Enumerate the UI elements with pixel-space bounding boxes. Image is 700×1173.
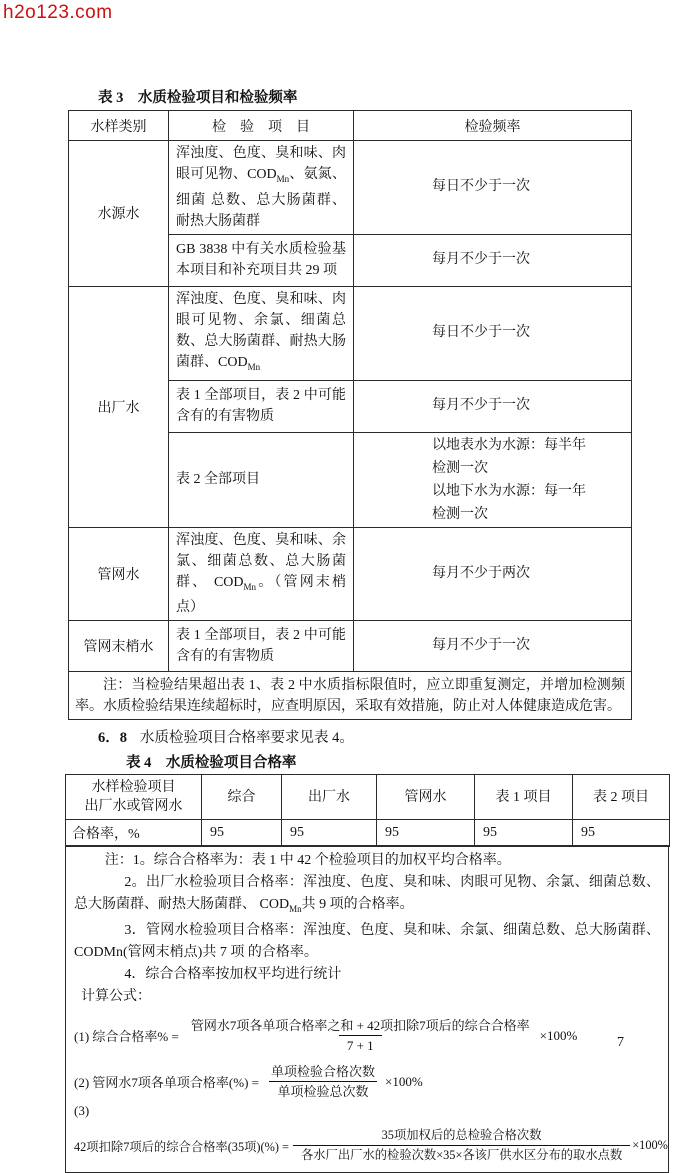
formula-3-fraction	[293, 1127, 630, 1164]
item-cell: 浑浊度、色度、臭和味、肉眼可见物、$COD_{Mn}$、氨氮、细菌 总数、总大肠菌群、耐热大肠菌群	[169, 141, 354, 235]
table4-caption: 表 4 水质检验项目合格率	[126, 755, 297, 772]
formula-3-denominator: 各水厂出厂水的检验次数×35×各该厂供水区分布的取水点数	[293, 1145, 630, 1164]
section-heading-6-8	[98, 726, 672, 747]
frequency-cell: 每月不少于一次	[354, 234, 632, 286]
table4-header-network: 管网水	[377, 775, 475, 820]
section-number: 6．8	[98, 730, 127, 747]
table3-note: 注：当检验结果超出表 1、表 2 中水质指标限值时，应立即重复测定，并增加检测频率。水质检验结果连续超标时，应查明原因，采取有效措施，防止对人体健康造成危害。	[69, 672, 632, 720]
category-source-water: 水源水	[69, 141, 169, 287]
table4-block	[65, 774, 669, 1173]
formula-1-lhs: (1) 综合合格率% =	[74, 1029, 179, 1045]
formula-3-number: (3)	[74, 1103, 90, 1119]
formula-3-numerator: 35项加权后的总检验合格次数	[381, 1128, 542, 1143]
frequency-cell: 每日不少于一次	[354, 141, 632, 235]
frequency-line: 检测一次	[432, 506, 488, 522]
category-pipe-end-water: 管网末梢水	[69, 621, 169, 672]
formula-2-numerator: 单项检验合格次数	[270, 1064, 375, 1080]
page-number: 7	[617, 1035, 624, 1050]
section-text: 水质检验项目合格率要求见表 4。	[140, 730, 354, 747]
pass-rate-label: 合格率，%	[66, 820, 202, 847]
table4-pass-rate	[65, 774, 670, 847]
table4-header-row	[66, 775, 670, 820]
frequency-line: 检测一次	[432, 460, 488, 476]
frequency-cell	[354, 432, 632, 527]
formula-2	[74, 1063, 660, 1100]
note-3: 3．管网水检验项目合格率：浑浊度、色度、臭和味、余氯、细菌总数、总大肠菌群、CODMn(管网末梢点)共 7 项 的合格率。	[74, 923, 660, 961]
table4-header-sample-line1: 水样检验项目	[91, 780, 176, 796]
item-cell: 表 1 全部项目，表 2 中可能含有的有害物质	[169, 621, 354, 672]
formula-1	[74, 1017, 660, 1054]
formula-1-fraction	[183, 1017, 538, 1054]
table4-header-overall: 综合	[202, 775, 282, 820]
table3-header-frequency: 检验频率	[354, 111, 632, 141]
table3-header-category: 水样类别	[69, 111, 169, 141]
table4-header-tab1: 表 1 项目	[475, 775, 573, 820]
table-row	[69, 141, 632, 235]
note-4: 4．综合合格率按加权平均进行统计	[124, 967, 342, 983]
category-pipe-network-water: 管网水	[69, 527, 169, 621]
table3-caption: 表 3 水质检验项目和检验频率	[98, 90, 298, 106]
item-cell: GB 3838 中有关水质检验基本项目和补充项目共 29 项	[169, 234, 354, 286]
formula-1-denominator: 7 + 1	[339, 1035, 382, 1054]
table4-header-sample	[66, 775, 202, 820]
table-row	[69, 527, 632, 621]
frequency-cell: 每月不少于两次	[354, 527, 632, 621]
pass-rate-value: 95	[282, 820, 377, 847]
formula-3-lhs: 42项扣除7项后的综合合格率(35项)(%) =	[74, 1139, 289, 1154]
table4-notes-box	[65, 847, 669, 1173]
category-finished-water: 出厂水	[69, 286, 169, 527]
frequency-cell: 每日不少于一次	[354, 286, 632, 380]
frequency-line: 以地表水为水源：每半年	[432, 437, 586, 453]
formula-2-fraction	[263, 1063, 383, 1100]
pass-rate-value: 95	[475, 820, 573, 847]
site-watermark-logo: h2o123.com	[3, 2, 113, 23]
formula-1-suffix: ×100%	[539, 1027, 578, 1043]
table4-header-tab2: 表 2 项目	[573, 775, 670, 820]
formula-2-lhs: (2) 管网水7项各单项合格率(%) =	[74, 1075, 259, 1091]
table3-inspection-items	[68, 110, 632, 720]
formula-3	[74, 1127, 668, 1164]
frequency-line: 以地下水为水源：每一年	[432, 483, 586, 499]
pass-rate-value: 95	[377, 820, 475, 847]
table3-note-row	[69, 672, 632, 720]
document-content	[68, 86, 672, 1173]
table4-data-row	[66, 820, 670, 847]
item-cell: 表 1 全部项目，表 2 中可能含有的有害物质	[169, 380, 354, 432]
formula-3-suffix: ×100%	[632, 1138, 668, 1153]
item-cell: 浑浊度、色度、臭和味、肉眼可见物、余氯、细菌总数、总大肠菌群、耐热大肠菌群、$COD_{Mn}$	[169, 286, 354, 380]
item-cell: 浑浊度、色度、臭和味、余氯、细菌总数、总大肠菌群、 $COD_{Mn}$。（管网末梢点）	[169, 527, 354, 621]
table3-header-row	[69, 111, 632, 141]
frequency-cell: 每月不少于一次	[354, 621, 632, 672]
item-cell: 表 2 全部项目	[169, 432, 354, 527]
table-row	[69, 621, 632, 672]
pass-rate-value: 95	[573, 820, 670, 847]
formula-1-numerator: 管网水7项各单项合格率之和 + 42项扣除7项后的综合合格率	[190, 1018, 530, 1034]
note-1: 注：1。综合合格率为：表 1 中 42 个检验项目的加权平均合格率。	[104, 853, 511, 869]
note-2: 2。出厂水检验项目合格率：浑浊度、色度、臭和味、肉眼可见物、余氯、细菌总数、总大肠菌群、耐热大肠菌群、 $COD_{Mn}$共 9 项的合格率。	[74, 875, 660, 915]
table-row	[69, 286, 632, 380]
frequency-cell: 每月不少于一次	[354, 380, 632, 432]
table3-header-items: 检 验 项 目	[169, 111, 354, 141]
formula-2-denominator: 单项检验总次数	[269, 1081, 376, 1100]
formula-intro: 计算公式：	[81, 989, 151, 1005]
pass-rate-value: 95	[202, 820, 282, 847]
formula-2-suffix: ×100%	[385, 1073, 423, 1089]
table4-header-sample-line2: 出厂水或管网水	[84, 799, 183, 815]
table4-header-finished: 出厂水	[282, 775, 377, 820]
